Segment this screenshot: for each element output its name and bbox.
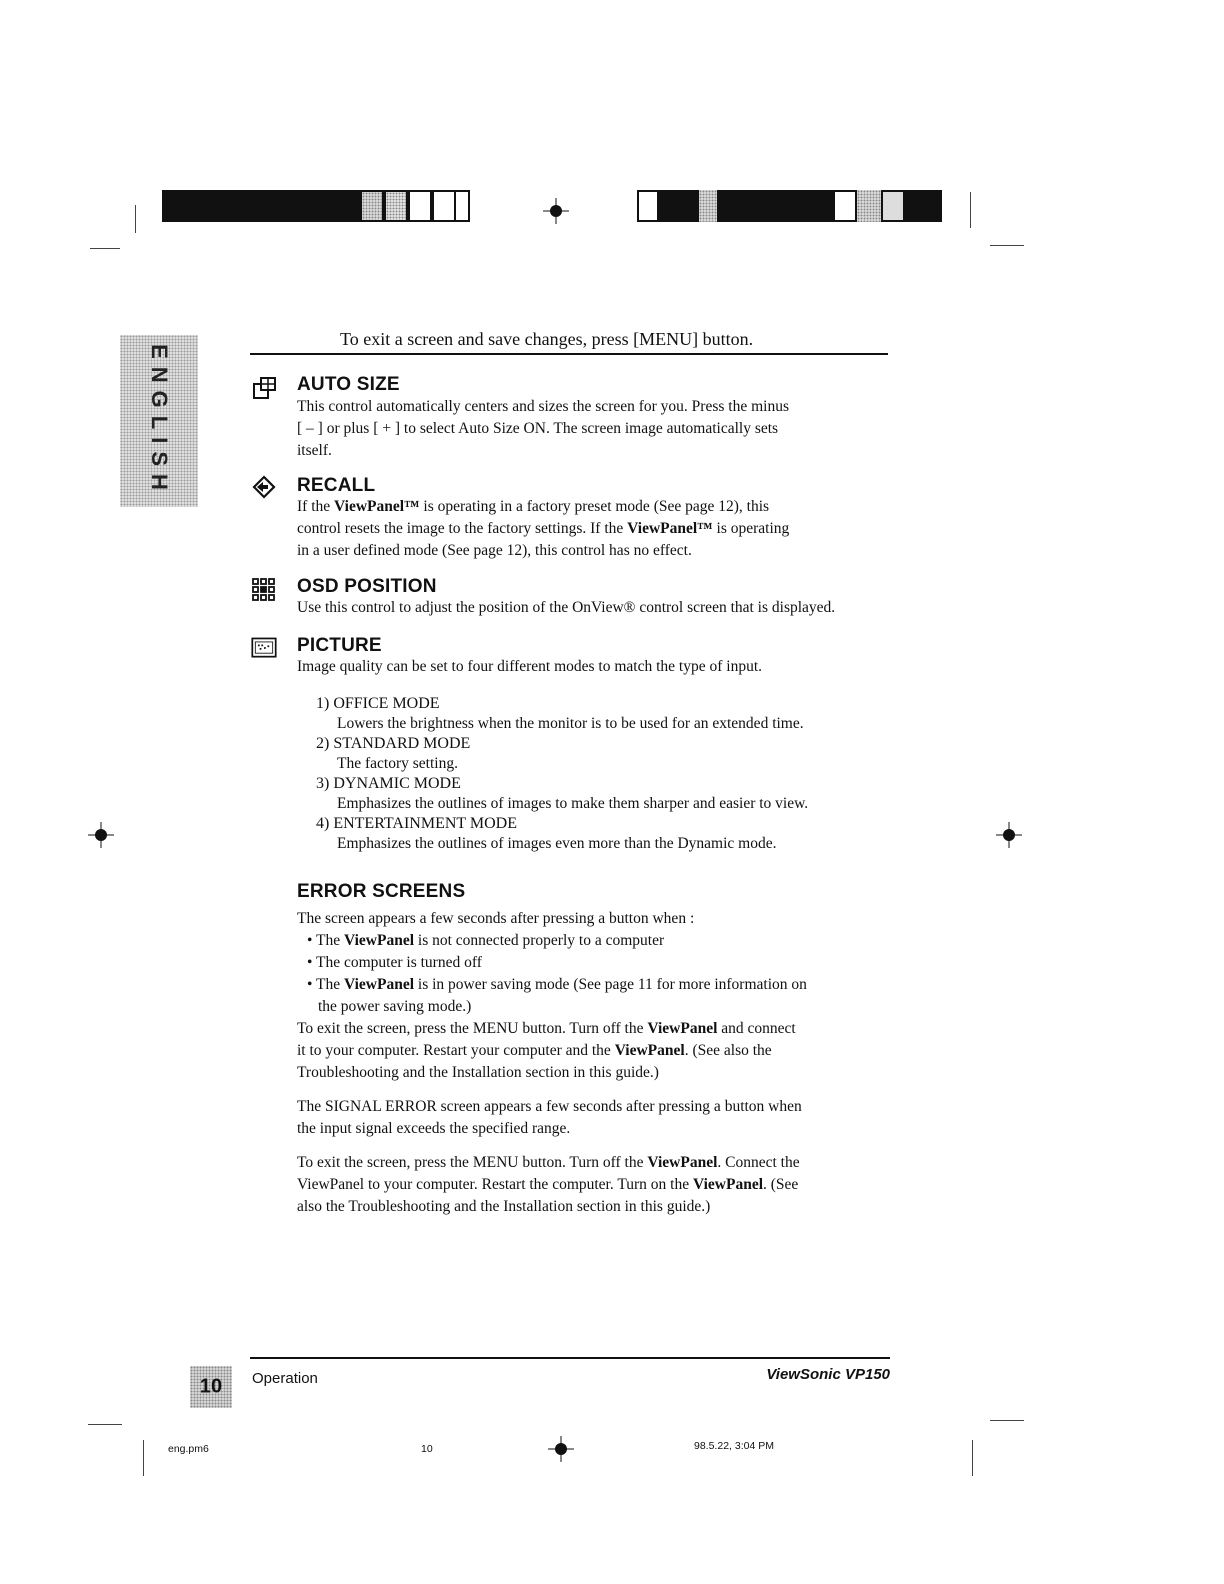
recall-description: If the ViewPanel™ is operating in a factory preset mode (See page 12), this control resets the image to the factory settings. If the ViewPanel™ is operating in a user defined mode (See page 12), this control has no effect.	[297, 498, 790, 559]
footer-product: ViewSonic VP150	[766, 1366, 890, 1383]
list-item: 4) ENTERTAINMENT MODE Emphasizes the outlines of images even more than the Dynamic mode.	[316, 815, 777, 852]
recall-title: RECALL	[297, 475, 376, 496]
crosshair-icon	[543, 198, 569, 224]
picture-icon	[251, 635, 277, 661]
list-item: 2) STANDARD MODE The factory setting.	[316, 735, 471, 772]
crosshair-icon	[548, 1436, 574, 1462]
auto-size-description: This control automatically centers and sizes the screen for you. Press the minus [ – ] or plus [ + ] to select Auto Size ON. The screen image automatically sets itself.	[297, 398, 789, 459]
page-number: 10	[199, 1375, 223, 1398]
intro-rule	[250, 353, 888, 355]
osd-position-title: OSD POSITION	[297, 576, 437, 597]
intro-instruction: To exit a screen and save changes, press [MENU] button.	[340, 329, 754, 349]
error-screens-body: The screen appears a few seconds after pressing a button when : • The ViewPanel is not connected properly to a computer • The computer is turned off • The ViewPanel is in power saving mode (See page 11 for more information on the power saving mode.) To exit the screen, press the MENU button. Turn off the ViewPanel and connect it to your computer. Restart your computer and the ViewPanel. (See also the Troubleshooting and the Installation section in this guide.) The SIGNAL ERROR screen appears a few seconds after pressing a button when the input signal exceeds the specified range. To exit the screen, press the MENU button. Turn off the ViewPanel. Connect the ViewPanel to your computer. Restart the computer. Turn on the ViewPanel. (See also the Troubleshooting and the Installation section in this guide.)	[297, 910, 807, 1215]
print-slug-timestamp: 98.5.22, 3:04 PM	[694, 1440, 774, 1452]
crosshair-icon	[88, 822, 114, 848]
picture-title: PICTURE	[297, 635, 382, 656]
auto-size-title: AUTO SIZE	[297, 374, 400, 395]
error-screens-title: ERROR SCREENS	[297, 881, 466, 902]
crosshair-icon	[996, 822, 1022, 848]
picture-mode-list	[316, 694, 906, 854]
page-number-badge	[190, 1366, 232, 1408]
print-slug-page: 10	[421, 1443, 433, 1455]
footer-section: Operation	[252, 1370, 318, 1387]
auto-size-icon	[252, 376, 278, 402]
osd-position-icon	[251, 576, 277, 602]
print-slug-file: eng.pm6	[168, 1443, 209, 1455]
language-tab-label: ENGLISH	[147, 344, 172, 498]
list-item: 1) OFFICE MODE Lowers the brightness when the monitor is to be used for an extended time.	[316, 695, 804, 732]
osd-position-description: Use this control to adjust the position of the OnView® control screen that is displayed.	[297, 599, 836, 616]
list-item: 3) DYNAMIC MODE Emphasizes the outlines of images to make them sharper and easier to view.	[316, 775, 809, 812]
footer-rule	[250, 1357, 890, 1359]
recall-icon	[251, 474, 277, 500]
language-tab	[120, 335, 198, 507]
picture-description: Image quality can be set to four different modes to match the type of input.	[297, 658, 763, 675]
